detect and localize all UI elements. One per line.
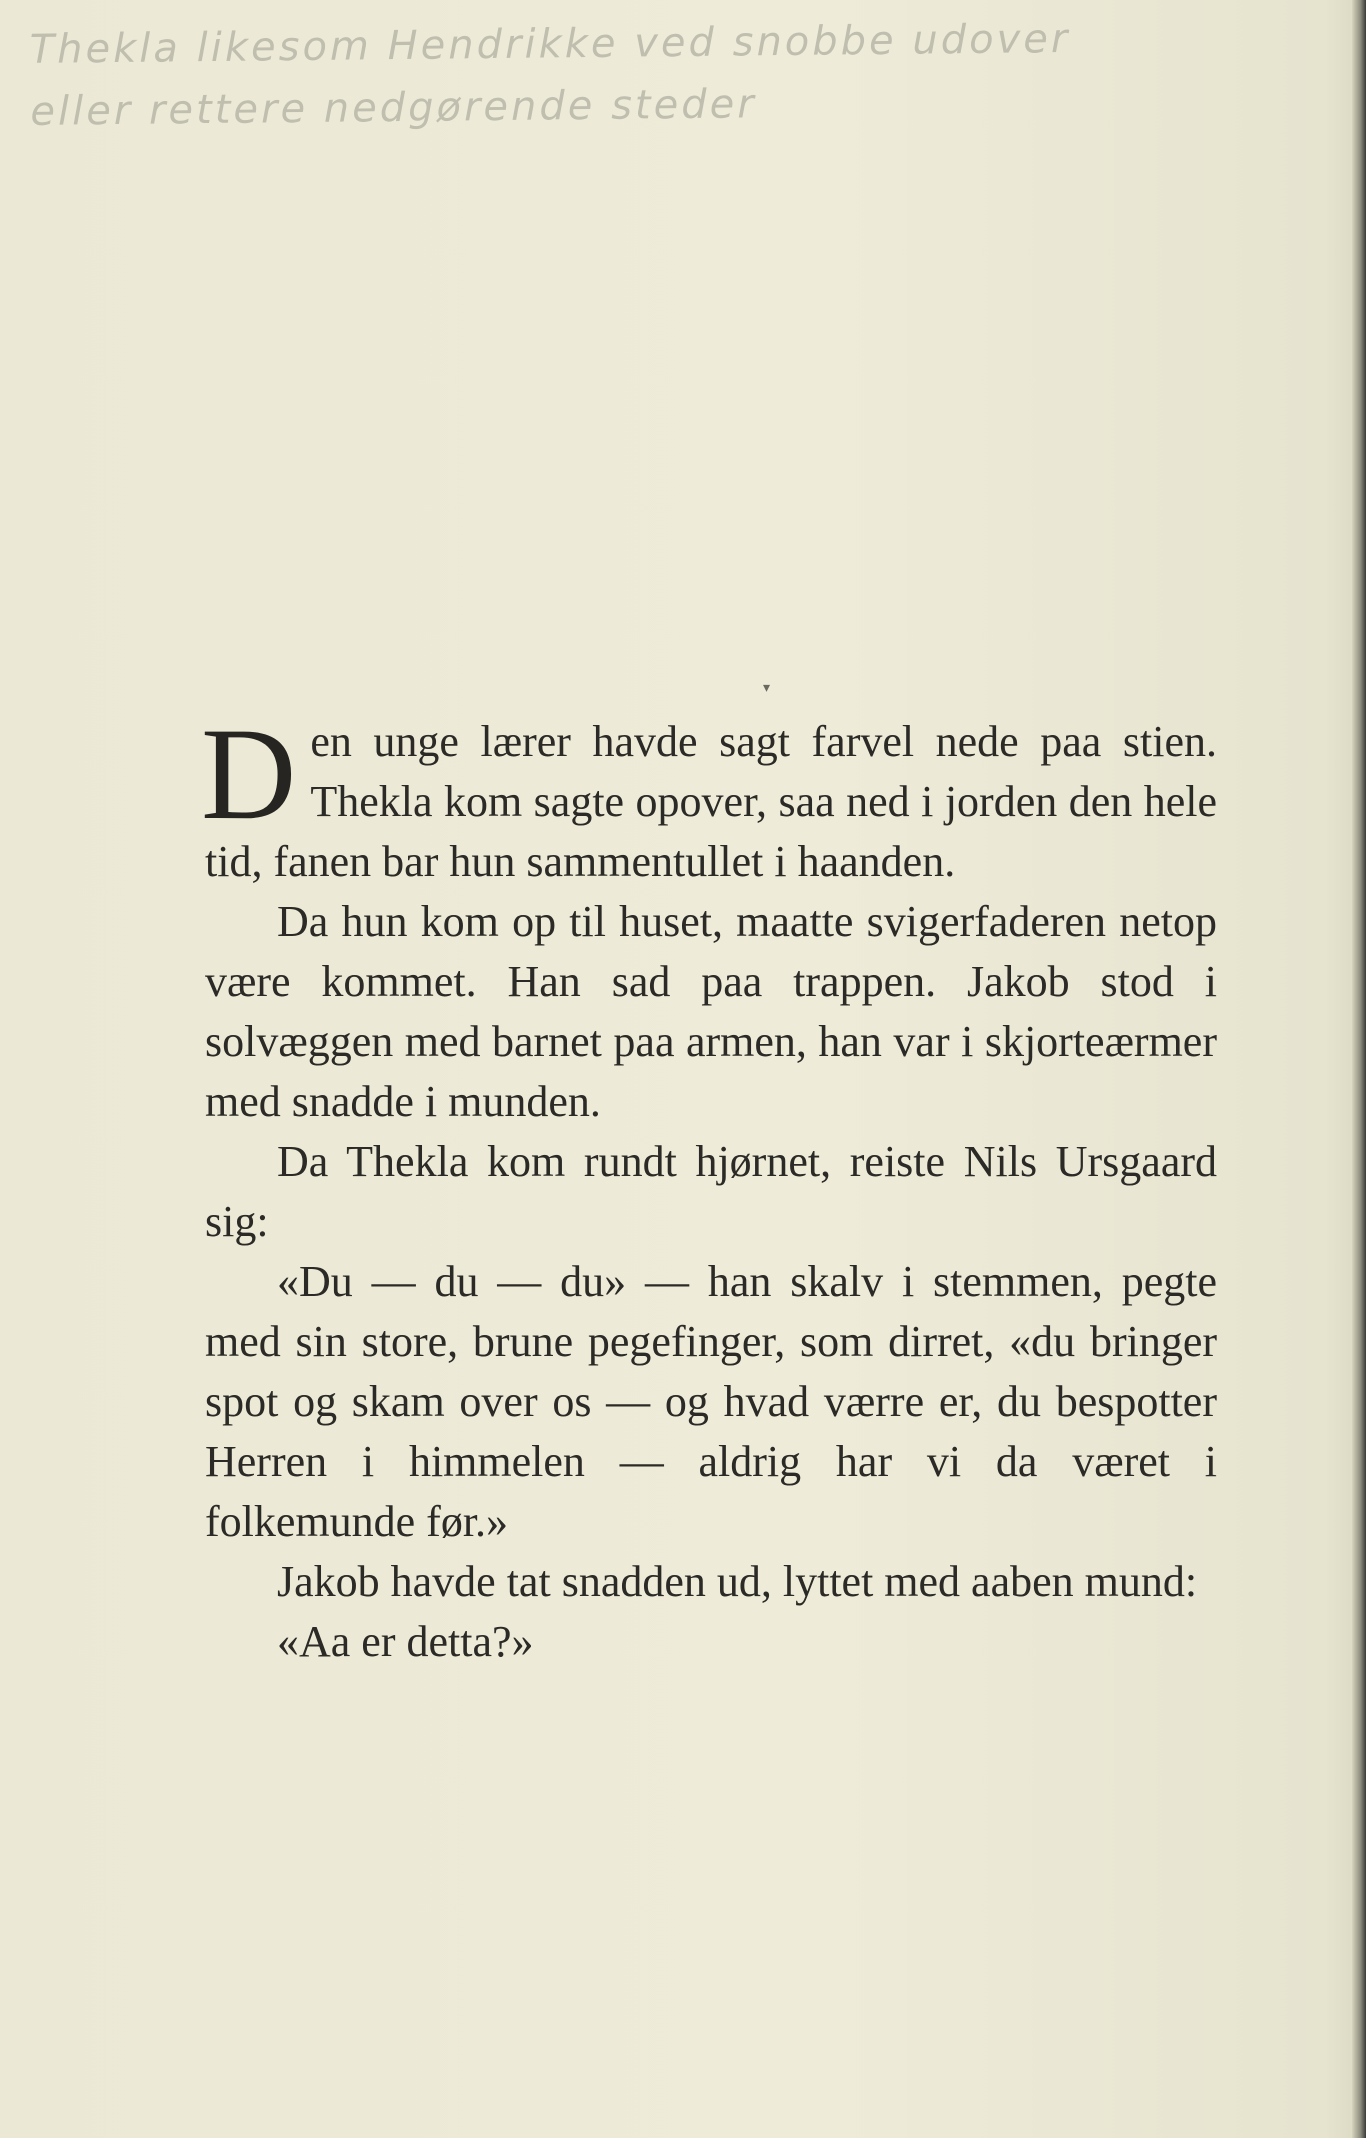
paragraph-5: Jakob havde tat snadden ud, lyttet med aaben mund: [277,1557,1198,1606]
handwritten-line-2: eller rettere nedgørende steder [30,81,757,135]
paragraph-1 [201,700,1217,892]
paragraph-4: «Du — du — du» — han skalv i stemmen, pegte med sin store, brune pegefinger, som dirret, «du bringer spot og skam over os — og hvad værre er, du bespotter Herren i himmelen — aldrig har vi da været i folkemunde før.» [205,1257,1217,1546]
drop-cap: D [201,700,297,847]
handwritten-pencil-note [29,5,1340,143]
ornament-mark: ▾ [763,681,771,696]
handwritten-line-1: Thekla likesom Hendrikke ved snobbe udover [29,15,1071,73]
paragraph-2: Da hun kom op til huset, maatte svigerfaderen netop være kommet. Han sad paa trappen. Jakob stod i solvæggen med barnet paa armen, han var i skjorteærmer med snadde i munden. [205,897,1217,1126]
paragraph-6: «Aa er detta?» [277,1617,534,1666]
paragraph-1-text: en unge lærer havde sagt farvel nede paa stien. Thekla kom sagte opover, saa ned i jorden den hele tid, fanen bar hun sammentullet i haanden. [205,717,1217,886]
page-edge-shadow [1352,0,1366,2138]
paragraph-3: Da Thekla kom rundt hjørnet, reiste Nils Ursgaard sig: [205,1137,1217,1246]
chapter-text [201,700,1217,1672]
